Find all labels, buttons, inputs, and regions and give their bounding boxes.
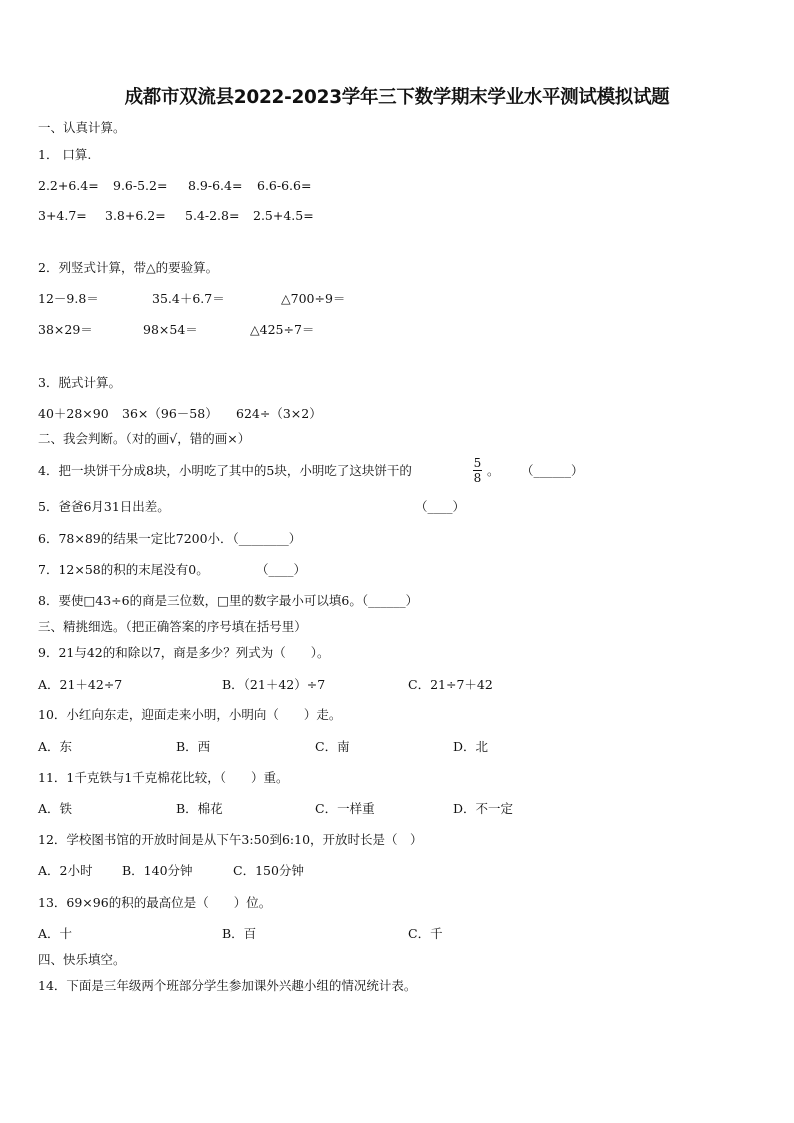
question-7-text: 7．12×58的积的末尾没有0。 xyxy=(38,562,209,577)
page-title: 成都市双流县2022-2023学年三下数学期末学业水平测试模拟试题 xyxy=(124,87,670,108)
question-12-text: 12．学校图书馆的开放时间是从下午3:50到6:10，开放时长是（ ） xyxy=(38,832,423,847)
option-c[interactable]: C．千 xyxy=(408,926,443,941)
option-b[interactable]: B．棉花 xyxy=(176,801,223,816)
option-b[interactable]: B．140分钟 xyxy=(122,863,193,878)
option-c[interactable]: C．150分钟 xyxy=(233,863,304,878)
question-8-text: 8．要使□43÷6的商是三位数，□里的数字最小可以填6。（______） xyxy=(38,593,419,608)
fraction-denominator: 8 xyxy=(473,471,482,485)
question-10-text: 10．小红向东走，迎面走来小明，小明向（ ）走。 xyxy=(38,707,342,722)
section-3-heading: 三、精挑细选。（把正确答案的序号填在括号里） xyxy=(38,619,307,634)
option-d[interactable]: D．不一定 xyxy=(453,801,514,816)
oral-calc-item: 3+4.7= xyxy=(38,208,87,223)
oral-calc-item: 3.8+6.2= xyxy=(105,208,166,223)
option-b[interactable]: B．（21＋42）÷7 xyxy=(222,677,326,692)
question-4-text: 4．把一块饼干分成8块，小明吃了其中的5块，小明吃了这块饼干的 xyxy=(38,463,412,478)
oral-calc-item: 2.5+4.5= xyxy=(253,208,314,223)
question-3-label: 3．脱式计算。 xyxy=(38,375,121,390)
option-b[interactable]: B．西 xyxy=(176,739,211,754)
fraction xyxy=(473,457,482,484)
section-4-heading: 四、快乐填空。 xyxy=(38,952,126,967)
question-6-text: 6．78×89的结果一定比7200小．（________） xyxy=(38,531,302,546)
question-9-text: 9．21与42的和除以7，商是多少？列式为（ ）。 xyxy=(38,645,330,660)
question-2-label: 2．列竖式计算，带△的要验算。 xyxy=(38,260,219,275)
question-14-text: 14．下面是三年级两个班部分学生参加课外兴趣小组的情况统计表。 xyxy=(38,978,417,993)
section-2-heading: 二、我会判断。（对的画√，错的画×） xyxy=(38,431,251,446)
answer-blank[interactable]: （____） xyxy=(256,562,307,577)
option-a[interactable]: A．东 xyxy=(38,739,73,754)
vertical-calc-item: 12－9.8＝ xyxy=(38,291,99,306)
option-c[interactable]: C．21÷7＋42 xyxy=(408,677,493,692)
vertical-calc-item: 98×54＝ xyxy=(143,322,198,337)
oral-calc-item: 9.6-5.2= xyxy=(113,178,168,193)
option-a[interactable]: A．2小时 xyxy=(38,863,93,878)
option-a[interactable]: A．铁 xyxy=(38,801,73,816)
stepwise-calc-item: 624÷（3×2） xyxy=(236,406,322,421)
question-1-label: 1． 口算. xyxy=(38,147,92,162)
stepwise-calc-item: 40＋28×90 xyxy=(38,406,109,421)
option-b[interactable]: B．百 xyxy=(222,926,257,941)
option-c[interactable]: C．南 xyxy=(315,739,350,754)
vertical-calc-item: △700÷9＝ xyxy=(281,291,346,306)
oral-calc-item: 6.6-6.6= xyxy=(257,178,312,193)
answer-blank[interactable]: （______） xyxy=(521,463,584,478)
option-d[interactable]: D．北 xyxy=(453,739,489,754)
answer-blank[interactable]: （____） xyxy=(415,499,466,514)
stepwise-calc-item: 36×（96－58） xyxy=(122,406,218,421)
option-c[interactable]: C．一样重 xyxy=(315,801,375,816)
section-1-heading: 一、认真计算。 xyxy=(38,120,126,135)
oral-calc-item: 5.4-2.8= xyxy=(185,208,240,223)
vertical-calc-item: 38×29＝ xyxy=(38,322,93,337)
fraction-numerator: 5 xyxy=(473,456,482,470)
option-a[interactable]: A．21＋42÷7 xyxy=(38,677,123,692)
question-13-text: 13．69×96的积的最高位是（ ）位。 xyxy=(38,895,272,910)
question-4-tail: 。 xyxy=(487,463,500,478)
question-5-text: 5．爸爸6月31日出差。 xyxy=(38,499,170,514)
oral-calc-item: 8.9-6.4= xyxy=(188,178,243,193)
vertical-calc-item: △425÷7＝ xyxy=(250,322,315,337)
vertical-calc-item: 35.4＋6.7＝ xyxy=(152,291,225,306)
oral-calc-item: 2.2+6.4= xyxy=(38,178,99,193)
option-a[interactable]: A．十 xyxy=(38,926,73,941)
question-11-text: 11．1千克铁与1千克棉花比较，（ ）重。 xyxy=(38,770,289,785)
